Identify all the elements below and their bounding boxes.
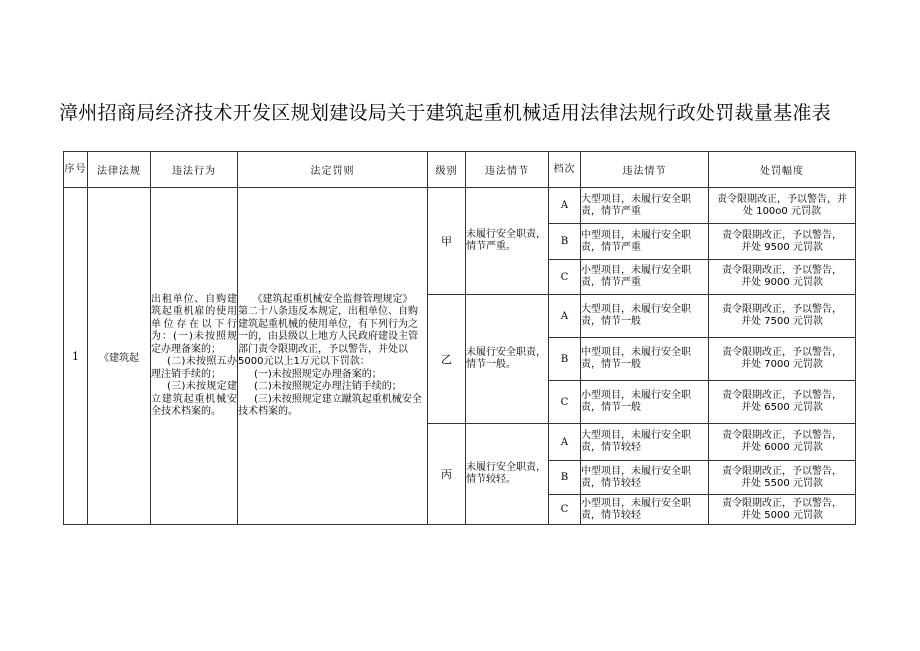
- penalty-range: [709, 295, 856, 338]
- tier-detail-line: 小型项目，未履行安全职: [581, 497, 691, 509]
- level-3: 丙: [428, 424, 466, 525]
- header-violation: 违法行为: [151, 152, 238, 188]
- penalty-range: [709, 188, 856, 224]
- tier-detail-line: 小型项目，未履行安全职: [581, 265, 691, 276]
- penalty-standard-table: [63, 151, 856, 525]
- penalty-range-line: 并处 9000 元罚款: [741, 277, 823, 288]
- penalty-range-line: 处 100o0 元罚款: [743, 205, 821, 217]
- tier-label: A: [549, 188, 581, 224]
- penalty-range: [709, 381, 856, 424]
- tier-label: C: [549, 495, 581, 525]
- tier-detail-line: 责，情节较轻: [581, 509, 641, 521]
- page-title: 漳州招商局经济技术开发区规划建设局关于建筑起重机械适用法律法规行政处罚裁量基准表: [59, 102, 832, 124]
- row-number: 1: [64, 188, 88, 525]
- tier-detail-line: 大型项目，未履行安全职: [581, 430, 691, 441]
- penalty-range-line: 责令限期改正，予以警告，: [722, 347, 842, 358]
- violation-text: [151, 188, 238, 525]
- penalty-range-line: 责令限期改正，予以警告，并: [717, 193, 847, 205]
- penalty-text: [238, 188, 428, 525]
- tier-detail-line: 小型项目，未履行安全职: [581, 390, 691, 401]
- circumstance-1: 未履行安全职责，情节严重。: [466, 188, 549, 295]
- tier-label: B: [549, 338, 581, 381]
- tier-detail-line: 责，情节较轻: [581, 442, 641, 453]
- penalty-range: [709, 224, 856, 260]
- tier-detail: [581, 495, 709, 525]
- penalty-range-line: 责令限期改正，予以警告，: [722, 497, 842, 509]
- law-name: 《建筑起: [88, 188, 151, 525]
- tier-detail-line: 责，情节一般: [581, 316, 641, 327]
- tier-detail-line: 中型项目，未履行安全职: [581, 229, 691, 241]
- header-penalty: 法定罚则: [238, 152, 428, 188]
- tier-detail-line: 责，情节较轻: [581, 477, 641, 489]
- penalty-range-line: 并处 5000 元罚款: [741, 509, 823, 521]
- penalty-range: [709, 495, 856, 525]
- tier-detail-line: 责，情节一般: [581, 402, 641, 413]
- penalty-range-line: 责令限期改正，予以警告，: [722, 265, 842, 276]
- penalty-range-line: 责令限期改正，予以警告，: [722, 465, 842, 477]
- penalty-range: [709, 338, 856, 381]
- penalty-clause: (三)未按照规定建立蹴筑起重机械安全技术档案的。: [238, 393, 422, 417]
- penalty-range-line: 并处 7000 元罚款: [741, 359, 823, 370]
- tier-detail-line: 中型项目，未履行安全职: [581, 465, 691, 477]
- tier-detail-line: 中型项目，未履行安全职: [581, 347, 691, 358]
- penalty-range-line: 并处 9500 元罚款: [741, 241, 823, 253]
- tier-detail: [581, 461, 709, 495]
- penalty-clause: 《建筑起重机械安全监督管理规定》: [252, 293, 413, 305]
- tier-detail: [581, 260, 709, 295]
- penalty-range: [709, 424, 856, 461]
- tier-detail-line: 责，情节严重: [581, 277, 641, 288]
- penalty-range-line: 责令限期改正，予以警告，: [722, 430, 842, 441]
- penalty-range-line: 责令限期改正，予以警告，: [722, 229, 842, 241]
- header-num: 序号: [64, 152, 88, 188]
- violation-item: 出租单位、自购建筑起重机雇的使用单位存在以下行为：(一)未按照规定办理备案的；: [151, 293, 237, 355]
- circumstance-3: 未履行安全职责，情节较轻。: [466, 424, 549, 525]
- tier-detail-line: 责，情节一般: [581, 359, 641, 370]
- level-1: 甲: [428, 188, 466, 295]
- header-detail: 违法情节: [581, 152, 709, 188]
- tier-label: A: [549, 424, 581, 461]
- circumstance-2: 未履行安全职责，情节一般。: [466, 295, 549, 424]
- tier-detail: [581, 295, 709, 338]
- tier-label: C: [549, 381, 581, 424]
- penalty-range-line: 责令限期改正，予以警告，: [722, 304, 842, 315]
- penalty-clause: (二)未按照规定办理注销手续的；: [254, 381, 402, 392]
- violation-item: (三)未按规定建立建筑起重机械安全技术档案的。: [151, 381, 237, 417]
- tier-label: B: [549, 461, 581, 495]
- tier-detail-line: 大型项目，未履行安全职: [581, 304, 691, 315]
- penalty-clause: (一)未按照规定办理备案的；: [254, 368, 382, 380]
- tier-detail-line: 大型项目，未履行安全职: [581, 193, 691, 205]
- tier-detail: [581, 224, 709, 260]
- tier-label: B: [549, 224, 581, 260]
- header-law: 法律法规: [88, 152, 151, 188]
- header-row: [64, 152, 856, 188]
- tier-detail-line: 责，情节严重: [581, 205, 641, 217]
- penalty-range-line: 并处 7500 元罚款: [741, 316, 823, 327]
- level-2: 乙: [428, 295, 466, 424]
- penalty-clause: 第二十八条违反本规定，出租单位、自购建筑起重机械的使用单位，有下列行为之一的，由县级以上地方人民政府建设主管部门责令限期改正，予以警告，并处以5000元以上1万元以下罚款：: [238, 306, 418, 367]
- tier-detail: [581, 188, 709, 224]
- penalty-range-line: 责令限期改正，予以警告，: [722, 390, 842, 401]
- tier-label: A: [549, 295, 581, 338]
- table-body: [64, 188, 856, 525]
- table-row: [64, 188, 856, 224]
- header-circumstance: 违法情节: [466, 152, 549, 188]
- penalty-range: [709, 461, 856, 495]
- penalty-range-line: 并处 5500 元罚款: [741, 477, 823, 489]
- violation-item: (二)未按照五办理注销手续的；: [151, 356, 237, 380]
- tier-label: C: [549, 260, 581, 295]
- header-level: 级别: [428, 152, 466, 188]
- tier-detail: [581, 381, 709, 424]
- tier-detail-line: 责，情节严重: [581, 241, 641, 253]
- header-range: 处罚幅度: [709, 152, 856, 188]
- penalty-range-line: 并处 6500 元罚款: [741, 402, 823, 413]
- tier-detail: [581, 424, 709, 461]
- header-tier: 档次: [549, 152, 581, 188]
- penalty-range: [709, 260, 856, 295]
- penalty-range-line: 并处 6000 元罚款: [741, 442, 823, 453]
- tier-detail: [581, 338, 709, 381]
